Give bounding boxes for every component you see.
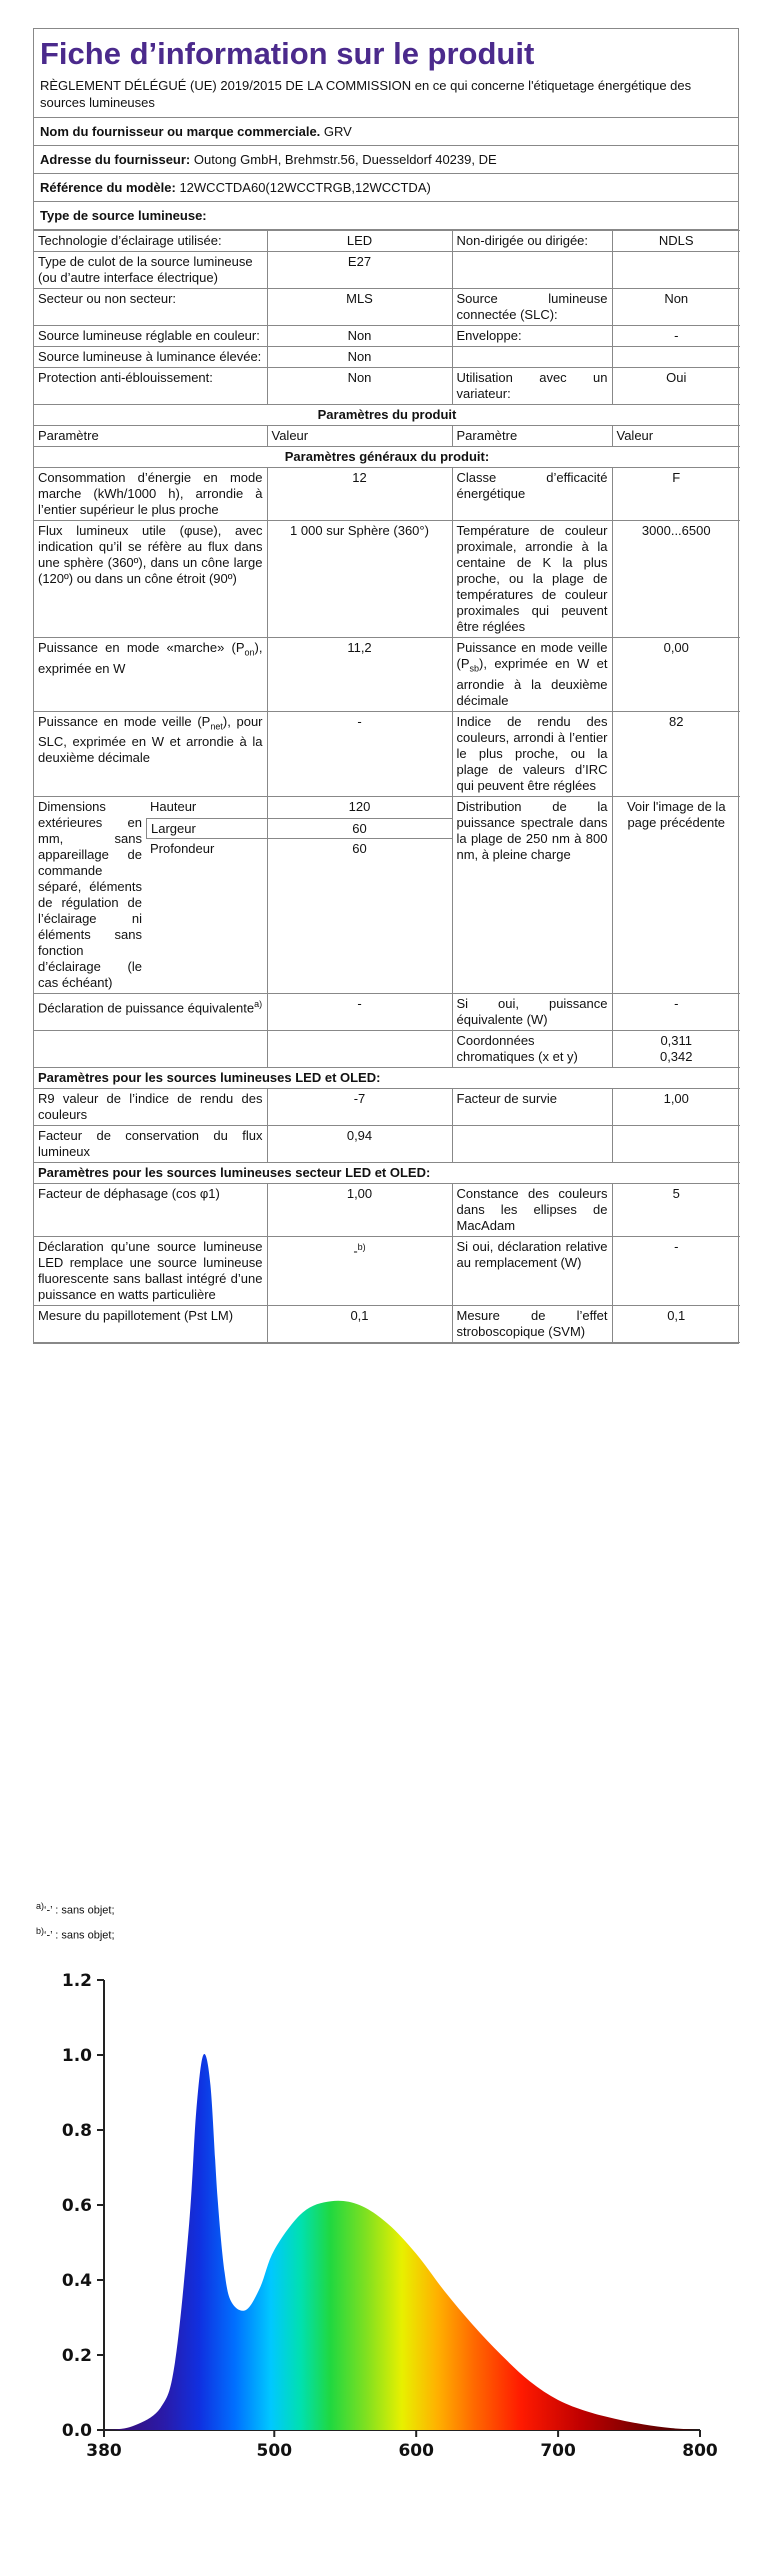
x-tick-label: 380 [86, 2441, 122, 2461]
param-value: - [612, 326, 740, 347]
page-title: Fiche d’information sur le produit [40, 36, 535, 71]
table-row [34, 231, 740, 252]
dimension-value-width: 60 [268, 818, 452, 839]
table-row [34, 1088, 740, 1125]
param-label: Source lumineuse connectée (SLC): [452, 289, 612, 326]
regulation-text: RÈGLEMENT DÉLÉGUÉ (UE) 2019/2015 DE LA COMMISSION en ce qui concerne l'étiquetage énergétique des sources lumineuses [34, 77, 738, 118]
equivalent-power-w-label: Si oui, puissance équivalente (W) [452, 993, 612, 1030]
y-tick-label: 1.2 [61, 1971, 92, 1991]
param-value: E27 [267, 252, 452, 289]
chromaticity-y: 0,342 [659, 1048, 693, 1064]
param-value: 0,1 [267, 1305, 452, 1342]
param-value: 82 [612, 711, 740, 796]
supplier-address-row [34, 146, 738, 174]
param-value: - [267, 711, 452, 796]
product-information-sheet [33, 28, 739, 1344]
column-header-value: Valeur [612, 426, 740, 447]
y-tick-label: 0.8 [61, 2121, 92, 2141]
param-label: Température de couleur proximale, arrondie à la centaine de K la plus proche, ou la plage de températures de couleur proximales qui peuvent être réglées [452, 521, 612, 638]
param-label: Mesure du papillotement (Pst LM) [34, 1305, 267, 1342]
general-params-heading: Paramètres généraux du produit: [34, 447, 740, 468]
table-row [34, 638, 740, 712]
table-row [34, 289, 740, 326]
column-header-param: Paramètre [34, 426, 267, 447]
param-label: Technologie d’éclairage utilisée: [34, 231, 267, 252]
param-label: Source lumineuse réglable en couleur: [34, 326, 267, 347]
table-row [34, 1236, 740, 1305]
spectrum-area [104, 2054, 700, 2430]
table-row [34, 711, 740, 796]
param-label: Indice de rendu des couleurs, arrondi à l’entier le plus proche, ou la plage de valeurs d’IRC qui peuvent être réglées [452, 711, 612, 796]
spectral-power-chart [0, 1960, 768, 2480]
param-label: Puissance en mode veille $(P_{net})$, pour SLC, exprimée en W et arrondie à la deuxième décimale [34, 711, 267, 796]
model-reference-row [34, 174, 738, 202]
param-label: Consommation d’énergie en mode marche (kWh/1000 h), arrondie à l’entier supérieur le plus proche [34, 468, 267, 521]
table-row [34, 326, 740, 347]
supplier-name-value: GRV [323, 124, 352, 139]
param-label: Constance des couleurs dans les ellipses de MacAdam [452, 1183, 612, 1236]
param-value: 1 000 sur Sphère (360°) [267, 521, 452, 638]
param-value: 11,2 [267, 638, 452, 712]
table-row [34, 252, 740, 289]
equivalent-power-value: - [267, 993, 452, 1030]
param-value [612, 1125, 740, 1162]
supplier-address-value: Outong GmbH, Brehmstr.56, Duesseldorf 40239, DE [193, 152, 497, 167]
param-value: LED [267, 231, 452, 252]
table-row [34, 1305, 740, 1342]
footnote-b: $^{b)}$‘-’ : sans objet; [36, 1925, 115, 1942]
param-value: 1,00 [612, 1088, 740, 1125]
param-label: Facteur de survie [452, 1088, 612, 1125]
param-label: Mesure de l’effet stroboscopique (SVM) [452, 1305, 612, 1342]
param-value: -7 [267, 1088, 452, 1125]
dimension-name-depth: Profondeur [150, 840, 215, 856]
x-tick-label: 800 [682, 2441, 718, 2461]
model-reference-label: Référence du modèle: [40, 180, 176, 195]
param-label: Classe d’efficacité énergétique [452, 468, 612, 521]
param-label: Non-dirigée ou dirigée: [452, 231, 612, 252]
param-value: Non [267, 368, 452, 405]
dimension-name-width: Largeur [146, 818, 267, 839]
param-label: Protection anti-éblouissement: [34, 368, 267, 405]
param-label: Déclaration qu’une source lumineuse LED remplace une source lumineuse fluorescente sans ballast intégré d’une puissance en watts particulière [34, 1236, 267, 1305]
param-value: - [612, 1236, 740, 1305]
param-label: Type de culot de la source lumineuse (ou d’autre interface électrique) [34, 252, 267, 289]
param-value: F [612, 468, 740, 521]
x-tick-label: 700 [540, 2441, 576, 2461]
dimensions-label: Dimensions extérieures en mm, sans appareillage de commande séparé, éléments de régulation de l’éclairage ni éléments sans fonction d’éclairage (le cas échéant) [38, 798, 142, 990]
param-label: Si oui, déclaration relative au remplacement (W) [452, 1236, 612, 1305]
param-value: 0,00 [612, 638, 740, 712]
footnotes [36, 1896, 115, 1945]
param-label: Enveloppe: [452, 326, 612, 347]
supplier-address-label: Adresse du fournisseur: [40, 152, 191, 167]
dimensions-row [34, 796, 740, 993]
chromaticity-row [34, 1030, 740, 1067]
param-value: MLS [267, 289, 452, 326]
mains-led-heading: Paramètres pour les sources lumineuses secteur LED et OLED: [34, 1162, 740, 1183]
param-value: Oui [612, 368, 740, 405]
y-tick-label: 0.0 [61, 2421, 92, 2441]
param-label: Facteur de déphasage (cos φ1) [34, 1183, 267, 1236]
param-value: Non [267, 347, 452, 368]
param-value: 3000...6500 [612, 521, 740, 638]
column-header-param: Paramètre [452, 426, 612, 447]
table-row [34, 1183, 740, 1236]
param-label [452, 252, 612, 289]
dimension-name-height: Hauteur [150, 798, 197, 814]
param-label: Flux lumineux utile (φuse), avec indication qu’il se réfère au flux dans une sphère (360º), dans un cône large (120º) ou dans un cône étroit (90º) [34, 521, 267, 638]
equivalent-power-label: Déclaration de puissance équivalente$^{a)}$ [34, 993, 267, 1030]
parameters-table [34, 230, 740, 1343]
y-tick-label: 0.4 [61, 2271, 92, 2291]
param-value: 1,00 [267, 1183, 452, 1236]
param-value: 5 [612, 1183, 740, 1236]
param-label: Source lumineuse à luminance élevée: [34, 347, 267, 368]
supplier-name-label: Nom du fournisseur ou marque commerciale. [40, 124, 321, 139]
param-value [612, 252, 740, 289]
chromaticity-x: 0,311 [660, 1032, 693, 1048]
dimension-value-height: 120 [348, 798, 371, 814]
param-label: Facteur de conservation du flux lumineux [34, 1125, 267, 1162]
light-source-type-heading: Type de source lumineuse: [34, 202, 738, 230]
param-label: Utilisation avec un variateur: [452, 368, 612, 405]
chromaticity-label: Coordonnées chromatiques (x et y) [452, 1030, 612, 1067]
table-row [34, 468, 740, 521]
param-label: Puissance en mode «marche» $(P_{on})$, exprimée en W [34, 638, 267, 712]
equivalent-power-row [34, 993, 740, 1030]
chromaticity-values [612, 1030, 740, 1067]
dimension-value-depth: 60 [352, 840, 367, 856]
param-value: 0,94 [267, 1125, 452, 1162]
led-oled-heading: Paramètres pour les sources lumineuses LED et OLED: [34, 1067, 740, 1088]
y-tick-label: 0.2 [61, 2346, 92, 2366]
column-header-value: Valeur [267, 426, 452, 447]
table-row [34, 347, 740, 368]
model-reference-value: 12WCCTDA60(12WCCTRGB,12WCCTDA) [179, 180, 431, 195]
param-value: Non [267, 326, 452, 347]
product-params-heading: Paramètres du produit [34, 405, 740, 426]
table-row [34, 368, 740, 405]
y-tick-label: 1.0 [61, 2046, 92, 2066]
x-tick-label: 500 [256, 2441, 293, 2461]
y-tick-label: 0.6 [61, 2196, 92, 2216]
table-row [34, 521, 740, 638]
dimensions-cell [34, 796, 267, 993]
param-value: Non [612, 289, 740, 326]
param-value: NDLS [612, 231, 740, 252]
param-label: Secteur ou non secteur: [34, 289, 267, 326]
param-label: Puissance en mode veille $(P_{sb})$, exprimée en W et arrondie à la deuxième décimale [452, 638, 612, 712]
supplier-name-row [34, 118, 738, 146]
param-label [452, 347, 612, 368]
param-value: 0,1 [612, 1305, 740, 1342]
equivalent-power-w-value: - [612, 993, 740, 1030]
dimensions-values [267, 796, 452, 993]
param-label [452, 1125, 612, 1162]
spectral-distribution-label: Distribution de la puissance spectrale dans la plage de 250 nm à 800 nm, à pleine charge [452, 796, 612, 993]
param-value: 12 [267, 468, 452, 521]
param-value: -$^{b)}$ [267, 1236, 452, 1305]
table-row [34, 1125, 740, 1162]
param-value [612, 347, 740, 368]
x-tick-label: 600 [398, 2441, 434, 2461]
footnote-a: $^{a)}$‘-’ : sans objet; [36, 1901, 115, 1917]
spectral-distribution-value: Voir l'image de la page précédente [612, 796, 740, 993]
param-label: R9 valeur de l’indice de rendu des couleurs [34, 1088, 267, 1125]
